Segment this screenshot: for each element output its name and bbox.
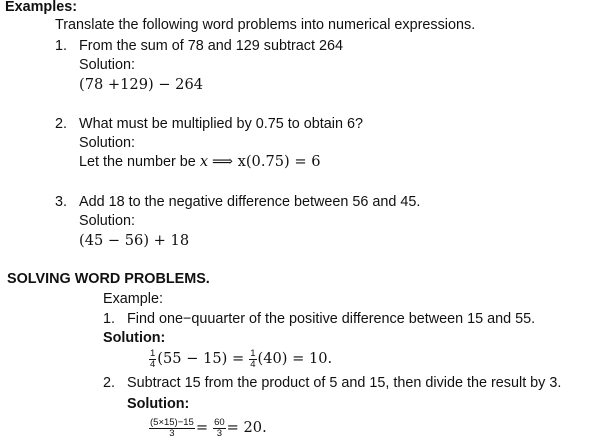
word-problem-2-result: = 20. <box>226 419 267 436</box>
fraction-denominator: 3 <box>216 427 223 439</box>
fraction-denominator: 3 <box>169 427 175 439</box>
word-problem-1-fraction-2 <box>249 349 256 370</box>
example-2-answer <box>79 153 321 171</box>
fraction-numerator: 1 <box>250 347 256 359</box>
fraction-denominator: 4 <box>250 358 256 370</box>
example-2-answer-rest: ⟹ x(0.75) = 6 <box>212 153 321 170</box>
example-1-answer: (78 +129) − 264 <box>79 76 204 93</box>
example-1-number: 1. <box>55 38 68 54</box>
word-problem-1-equation <box>148 346 332 372</box>
word-problem-2-fraction <box>149 418 195 439</box>
example-1-text: From the sum of 78 and 129 subtract 264 <box>79 38 343 54</box>
fraction-numerator: (5×15)−15 <box>150 416 194 428</box>
word-problem-2-solution-label: Solution: <box>127 396 190 412</box>
word-problem-2-eq1: = <box>195 419 209 436</box>
word-problem-1-number: 1. <box>103 311 116 327</box>
word-problem-1-part1: (55 − 15) = <box>157 350 245 367</box>
example-2-answer-prefix: Let the number be <box>79 154 196 170</box>
word-problem-2-number: 2. <box>103 375 116 391</box>
word-problems-heading: SOLVING WORD PROBLEMS. <box>7 271 210 287</box>
example-3-solution-label: Solution: <box>79 213 136 229</box>
example-3-text: Add 18 to the negative difference between 56 and 45. <box>79 194 421 210</box>
example-3-answer: (45 − 56) + 18 <box>79 232 190 249</box>
word-problem-2-fraction-2 <box>213 418 226 439</box>
example-2-solution-label: Solution: <box>79 135 136 151</box>
fraction-numerator: 1 <box>150 347 156 359</box>
example-2-text: What must be multiplied by 0.75 to obtain 6? <box>79 116 363 132</box>
word-problem-1-solution-label: Solution: <box>103 330 166 346</box>
example-2-number: 2. <box>55 116 68 132</box>
examples-intro: Translate the following word problems into numerical expressions. <box>55 17 476 33</box>
word-problem-2-equation <box>148 413 267 443</box>
word-problem-2-text: Subtract 15 from the product of 5 and 15, then divide the result by 3. <box>127 375 562 391</box>
example-2-answer-var: x <box>199 153 209 170</box>
word-problem-1-fraction <box>149 349 156 370</box>
word-problem-1-text: Find one−quuarter of the positive difference between 15 and 55. <box>127 311 536 327</box>
fraction-denominator: 4 <box>150 358 156 370</box>
word-problem-1-part2: (40) = 10. <box>257 350 333 367</box>
example-1-solution-label: Solution: <box>79 57 136 73</box>
example-3-number: 3. <box>55 194 68 210</box>
fraction-numerator: 60 <box>214 416 225 428</box>
examples-heading: Examples: <box>5 0 77 15</box>
word-problems-example-label: Example: <box>103 291 163 307</box>
